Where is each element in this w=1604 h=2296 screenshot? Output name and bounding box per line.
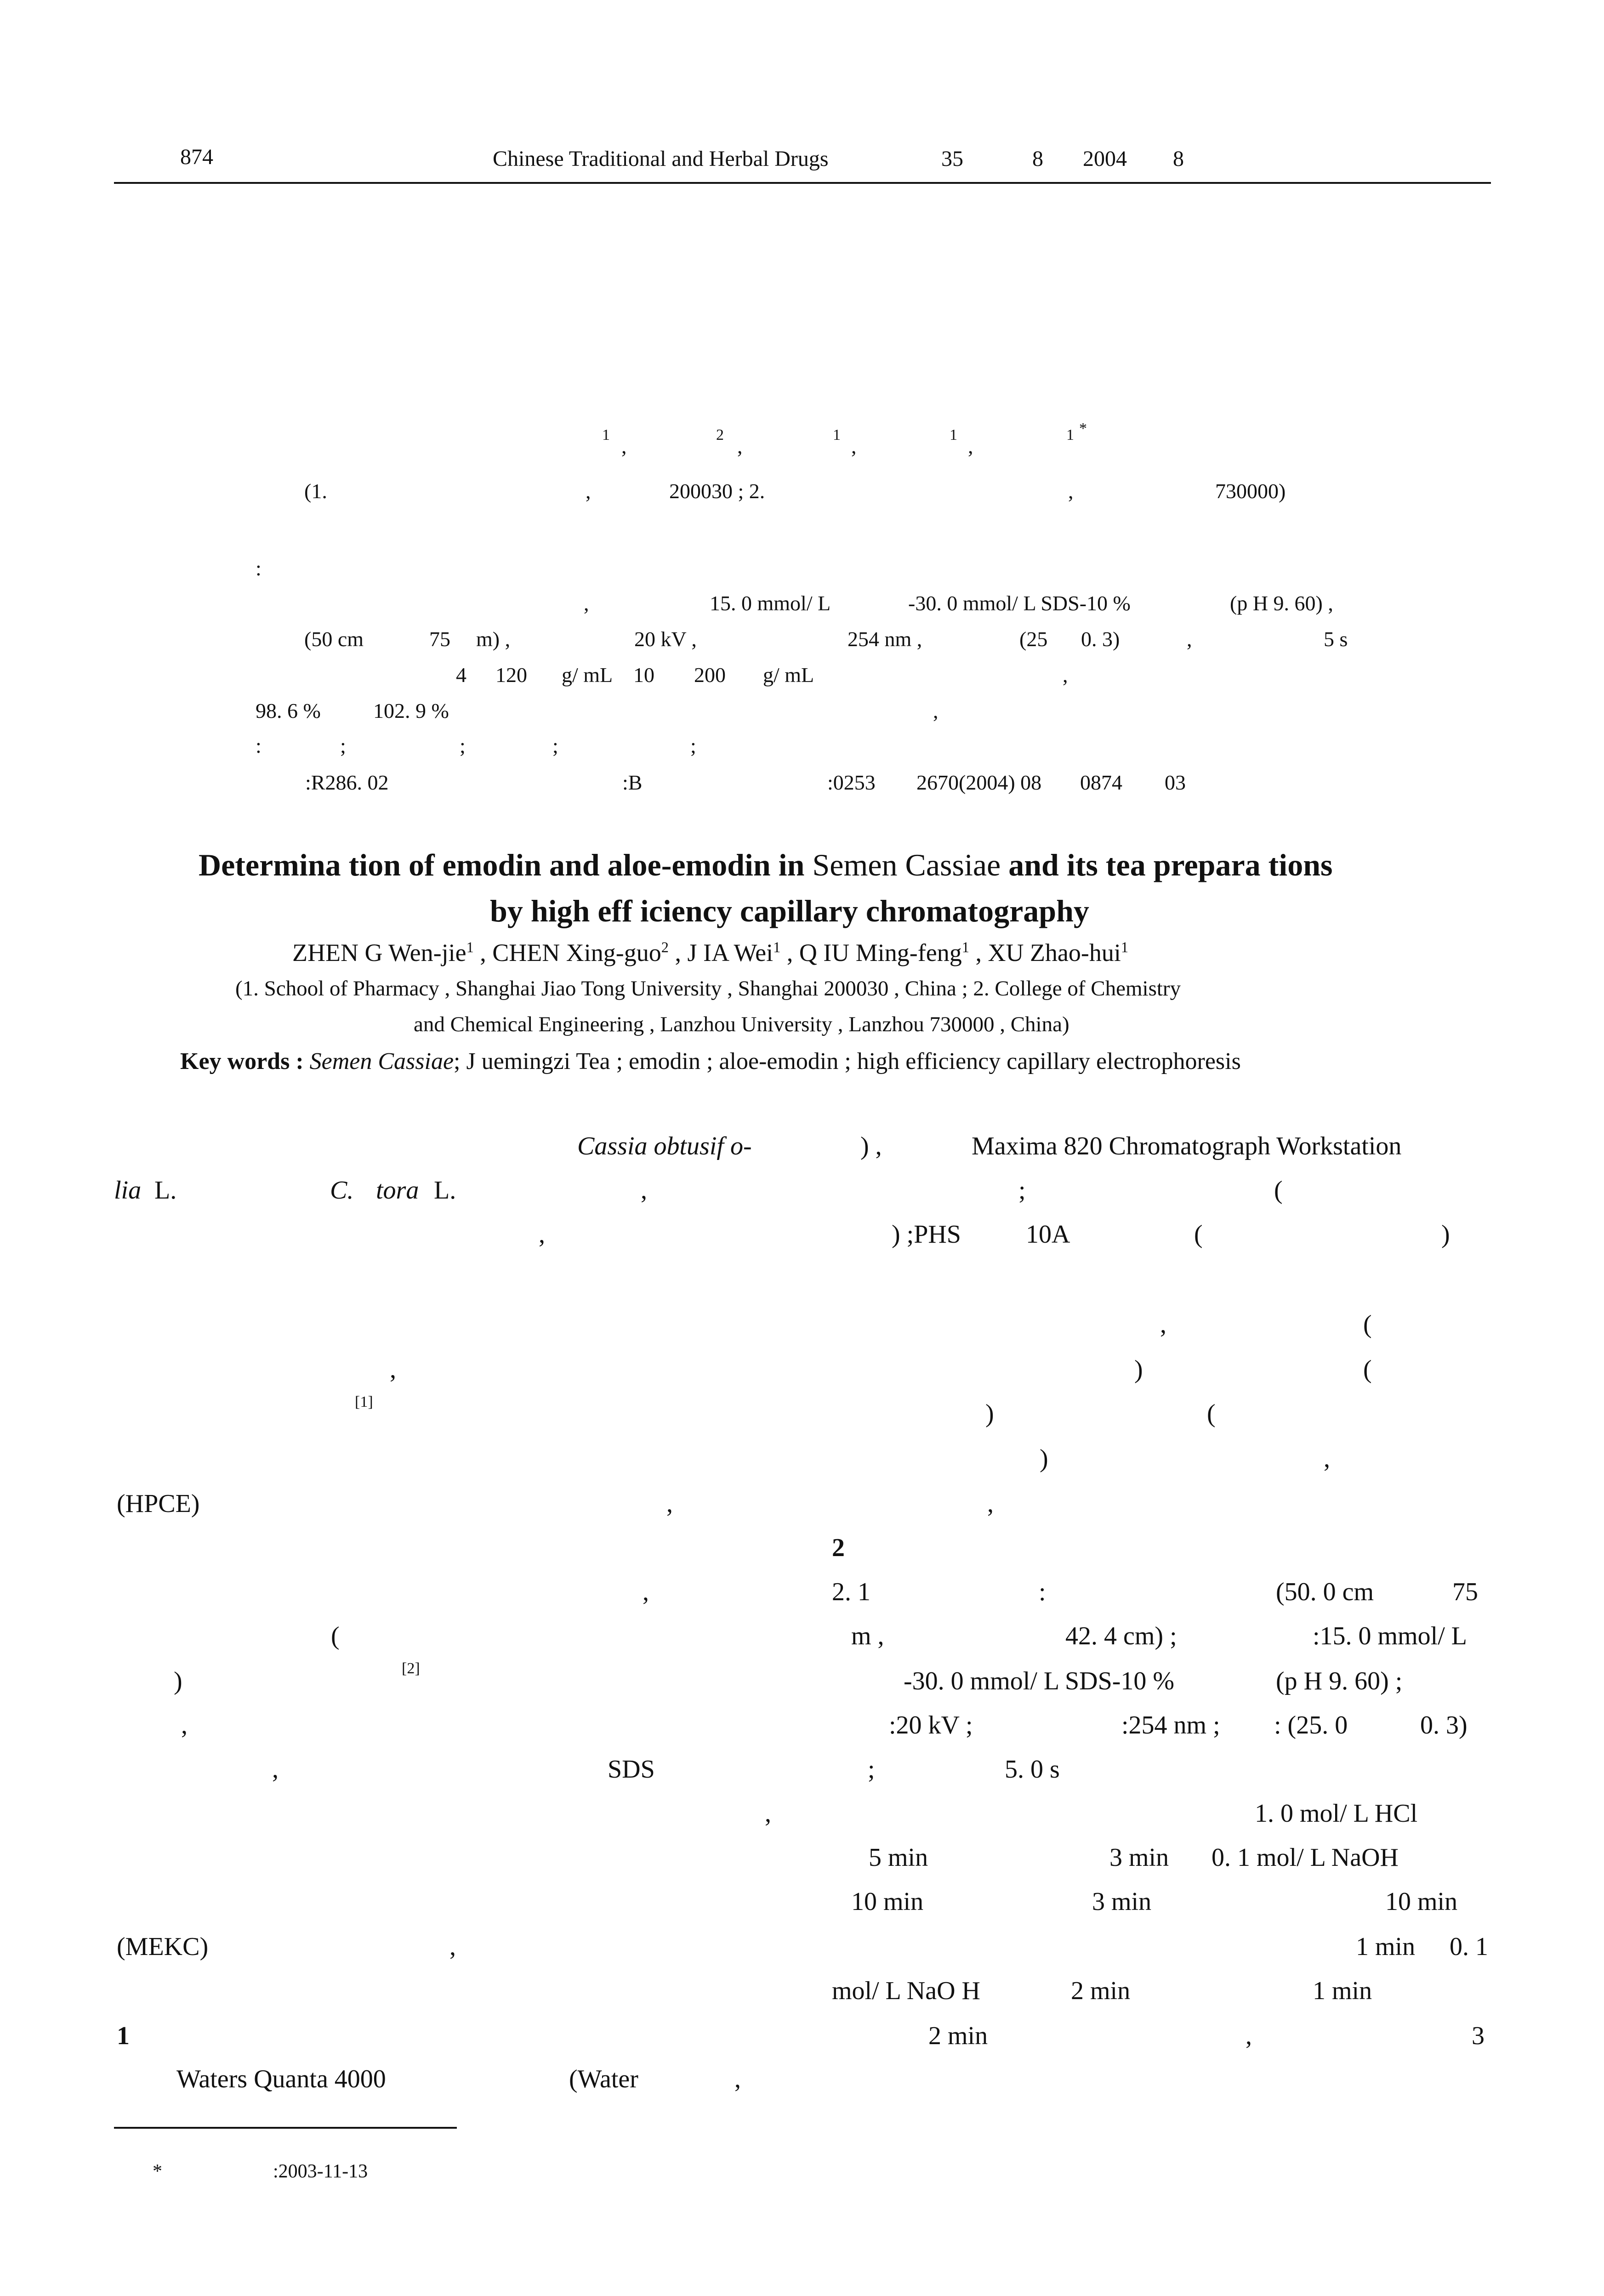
software-name: Maxima 820 Chromatograph Workstation [972, 1132, 1402, 1160]
keywords-label: Key words : [180, 1048, 304, 1074]
corresponding-mark: * [1079, 420, 1087, 437]
english-title [199, 849, 1332, 881]
rinse-time: 10 min [1385, 1887, 1458, 1916]
abstract-text: 102. 9 % [373, 699, 449, 722]
body-fragment: , [181, 1711, 188, 1739]
rinse-time: 10 min [851, 1887, 924, 1916]
body-fragment: : [1039, 1578, 1046, 1606]
latin-genus: C. [330, 1176, 354, 1205]
rinse-time: 5 min [869, 1843, 928, 1872]
body-fragment: L. [434, 1176, 456, 1205]
body-fragment: ) [174, 1667, 182, 1695]
abbreviation: (MEKC) [117, 1932, 209, 1961]
journal-issue: 8 [1032, 147, 1043, 171]
abstract-text: g/ mL [562, 663, 613, 687]
body-fragment: ) [985, 1399, 994, 1428]
abstract-text: (50 cm [304, 627, 364, 651]
latin-species: Cassia obtusif o- [577, 1132, 752, 1160]
abstract-text: 5 s [1324, 627, 1348, 651]
body-fragment: , [449, 1932, 456, 1961]
abbreviation: (HPCE) [117, 1489, 200, 1518]
affiliation-open: (1. [304, 479, 327, 503]
body-fragment: (Water [569, 2065, 638, 2093]
body-fragment: , [643, 1578, 649, 1606]
affiliation-comma: , [1068, 479, 1074, 503]
abstract-text: 98. 6 % [256, 699, 321, 722]
body-fragment: ( [1207, 1399, 1216, 1428]
journal-year: 2004 [1083, 147, 1127, 171]
article-id: 2670(2004) 08 [916, 771, 1042, 794]
injection-time: 5. 0 s [1005, 1755, 1060, 1784]
rinse-time: 3 min [1109, 1843, 1169, 1872]
body-fragment: ( [1274, 1176, 1283, 1205]
body-fragment: , [272, 1755, 279, 1784]
journal-name: Chinese Traditional and Herbal Drugs [493, 147, 829, 171]
abstract-text: , [584, 591, 589, 615]
keywords-list: ; J uemingzi Tea ; emodin ; aloe-emodin ; high efficiency capillary electrophoresis [454, 1048, 1241, 1074]
author-mark: 1 [773, 939, 781, 956]
body-fragment: , [1246, 2022, 1252, 2050]
header-rule [114, 182, 1491, 184]
english-keywords [180, 1050, 1241, 1074]
body-fragment: ) [1134, 1355, 1143, 1384]
abstract-text: m) , [476, 627, 511, 651]
body-fragment: ) , [860, 1132, 882, 1160]
keywords-cn: ; [460, 734, 466, 757]
capillary-dimension: (50. 0 cm [1276, 1578, 1374, 1606]
subsection-heading: 2. 1 [832, 1578, 870, 1606]
citation-ref: [2] [402, 1660, 420, 1677]
author-mark: 2 [716, 426, 724, 443]
affiliation-zip: 200030 ; 2. [669, 479, 765, 503]
body-fragment: , [765, 1799, 771, 1828]
article-id: 03 [1165, 771, 1186, 794]
affiliation-zip: 730000) [1215, 479, 1286, 503]
buffer-ph: (p H 9. 60) ; [1276, 1667, 1403, 1695]
author-separator: , [621, 434, 627, 458]
english-affiliation-line1: (1. School of Pharmacy , Shanghai Jiao Tong University , Shanghai 200030 , China ; 2. College of Chemistry [235, 977, 1181, 1000]
effective-length: 42. 4 cm) ; [1065, 1622, 1177, 1650]
english-affiliation-line2: and Chemical Engineering , Lanzhou University , Lanzhou 730000 , China) [414, 1012, 1069, 1036]
section-heading-1: 1 [117, 2022, 130, 2050]
rinse-time: 2 min [1071, 1977, 1131, 2005]
body-fragment: m , [851, 1622, 884, 1650]
body-fragment: ( [1194, 1220, 1203, 1249]
author-name: J IA Wei [687, 939, 774, 966]
author-name: XU Zhao-hui [988, 939, 1121, 966]
abstract-text: 120 [495, 663, 527, 687]
abstract-text: -30. 0 mmol/ L SDS-10 % [908, 591, 1131, 615]
keywords-latin: Semen Cassiae [309, 1048, 454, 1074]
abstract-text: 200 [694, 663, 726, 687]
buffer-concentration: :15. 0 mmol/ L [1313, 1622, 1467, 1650]
body-fragment: , [666, 1489, 673, 1518]
buffer-composition: -30. 0 mmol/ L SDS-10 % [904, 1667, 1175, 1695]
body-fragment: ; [1018, 1176, 1026, 1205]
author-name: Q IU Ming-feng [799, 939, 962, 966]
english-authors: ZHEN G Wen-jie$^1$ , CHEN Xing-guo$^2$ , J IA Wei$^1$ , Q IU Ming-feng$^1$ , XU Zhao-hui$^1$ [292, 939, 1129, 966]
author-mark: 1 [466, 939, 474, 956]
rinse-time: 2 min [928, 2022, 988, 2050]
author-mark: 1 [961, 939, 969, 956]
rinse-solution: 0. 1 mol/ L NaOH [1212, 1843, 1399, 1872]
affiliation-comma: , [586, 479, 591, 503]
abstract-text: (25 [1019, 627, 1048, 651]
abstract-text: , [1063, 663, 1068, 687]
body-fragment: , [1160, 1310, 1166, 1339]
body-fragment: ( [331, 1622, 340, 1650]
section-heading-2: 2 [832, 1534, 845, 1562]
body-fragment: , [987, 1489, 994, 1518]
temperature: : (25. 0 [1274, 1711, 1348, 1739]
abstract-text: (p H 9. 60) , [1230, 591, 1333, 615]
body-fragment: ) [1040, 1444, 1048, 1473]
page-number: 874 [180, 145, 213, 169]
rinse-solution: 1. 0 mol/ L HCl [1255, 1799, 1418, 1828]
author-separator: , [968, 434, 973, 458]
rinse-time: 1 min [1356, 1932, 1416, 1961]
separation-voltage: :20 kV ; [889, 1711, 973, 1739]
body-fragment: ; [868, 1755, 875, 1784]
latin-species: tora [376, 1176, 419, 1205]
author-mark: 1 [1066, 426, 1074, 443]
body-fragment: 3 [1472, 2022, 1485, 2050]
keywords-cn: ; [690, 734, 696, 757]
capillary-dimension: 75 [1452, 1578, 1478, 1606]
journal-month: 8 [1173, 147, 1184, 171]
title-part: Determina tion of emodin and aloe-emodin in [199, 847, 805, 882]
abstract-label-colon: : [256, 557, 262, 580]
abstract-text: , [933, 699, 939, 722]
author-mark: 1 [950, 426, 957, 443]
abstract-text: 254 nm , [848, 627, 922, 651]
latin-species: lia [114, 1176, 142, 1205]
body-fragment: ( [1363, 1355, 1372, 1384]
author-mark: 2 [661, 939, 669, 956]
footnote-rule [114, 2127, 457, 2129]
title-part: and its tea prepara tions [1008, 847, 1333, 882]
abstract-text: 10 [633, 663, 654, 687]
body-fragment: ) [1441, 1220, 1450, 1249]
english-title-line2: by high eff iciency capillary chromatography [490, 893, 1089, 928]
rinse-concentration: 0. 1 [1450, 1932, 1488, 1961]
abstract-text: g/ mL [763, 663, 814, 687]
article-id: :0253 [827, 771, 876, 794]
instrument-name: Waters Quanta 4000 [176, 2065, 386, 2093]
author-mark: 1 [602, 426, 610, 443]
author-separator: , [851, 434, 857, 458]
author-name: ZHEN G Wen-jie [292, 939, 466, 966]
received-date: :2003-11-13 [273, 2161, 368, 2182]
detection-wavelength: :254 nm ; [1121, 1711, 1220, 1739]
abstract-text: 0. 3) [1081, 627, 1120, 651]
keywords-cn: : [256, 734, 262, 757]
footnote-star: * [153, 2161, 162, 2182]
article-id: 0874 [1080, 771, 1122, 794]
author-mark: 1 [1121, 939, 1129, 956]
journal-volume: 35 [941, 147, 963, 171]
classification-number: :R286. 02 [305, 771, 389, 794]
temperature: 0. 3) [1420, 1711, 1467, 1739]
reagent-name: SDS [608, 1755, 655, 1784]
instrument-model: 10A [1026, 1220, 1070, 1249]
body-fragment: ) ;PHS [892, 1220, 961, 1249]
rinse-solution: mol/ L NaO H [832, 1977, 980, 2005]
abstract-text: , [1187, 627, 1192, 651]
abstract-text: 20 kV , [634, 627, 697, 651]
citation-ref: [1] [355, 1393, 373, 1410]
keywords-cn: ; [340, 734, 346, 757]
keywords-cn: ; [552, 734, 558, 757]
body-fragment: L. [154, 1176, 177, 1205]
body-fragment: , [641, 1176, 647, 1205]
title-latin-name: Semen Cassiae [812, 847, 1001, 882]
body-fragment: ( [1363, 1310, 1372, 1339]
author-name: CHEN Xing-guo [492, 939, 661, 966]
abstract-text: 15. 0 mmol/ L [710, 591, 831, 615]
body-fragment: , [539, 1220, 545, 1249]
rinse-time: 1 min [1313, 1977, 1372, 2005]
abstract-text: 75 [429, 627, 450, 651]
document-code: :B [622, 771, 643, 794]
body-fragment: , [1324, 1444, 1330, 1473]
body-fragment: , [734, 2065, 741, 2093]
body-fragment: , [390, 1355, 396, 1384]
author-separator: , [737, 434, 743, 458]
rinse-time: 3 min [1092, 1887, 1152, 1916]
author-mark: 1 [833, 426, 841, 443]
abstract-text: 4 [456, 663, 466, 687]
